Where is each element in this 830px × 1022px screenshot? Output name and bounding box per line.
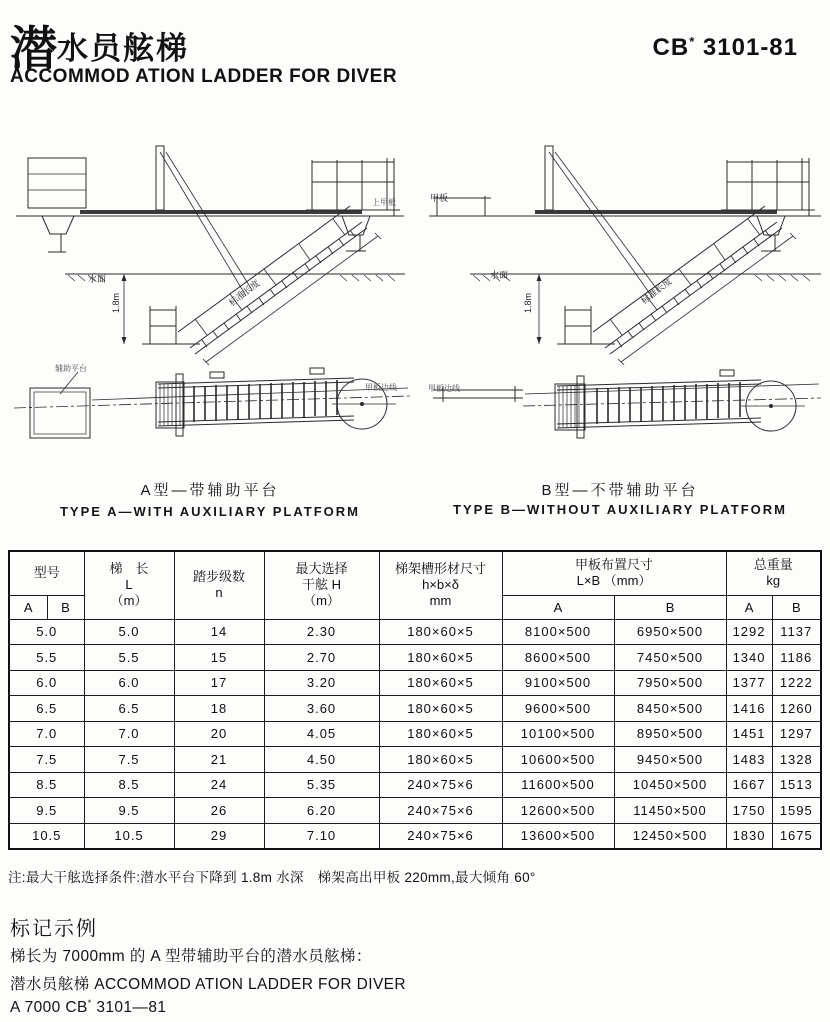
table-cell: 1222 xyxy=(772,670,821,696)
type-b-plan-view-drawing xyxy=(425,360,825,452)
table-cell: 7.5 xyxy=(9,747,84,773)
table-cell: 10.5 xyxy=(84,823,174,849)
table-cell: 180×60×5 xyxy=(379,670,502,696)
table-cell: 6950×500 xyxy=(614,619,726,645)
table-cell: 6.5 xyxy=(9,696,84,722)
table-cell: 5.5 xyxy=(9,645,84,671)
table-row xyxy=(9,798,821,824)
table-row xyxy=(9,696,821,722)
table-cell: 7450×500 xyxy=(614,645,726,671)
table-cell: 180×60×5 xyxy=(379,696,502,722)
table-cell: 12600×500 xyxy=(502,798,614,824)
table-cell: 1595 xyxy=(772,798,821,824)
table-cell: 1675 xyxy=(772,823,821,849)
table-cell: 6.0 xyxy=(84,670,174,696)
table-cell: 1830 xyxy=(726,823,772,849)
col-header-weight-b: B xyxy=(772,595,821,619)
col-header-weight: 总重量 kg xyxy=(726,551,821,595)
label-standard-length-b: 标准长度 xyxy=(639,275,674,306)
table-cell: 1750 xyxy=(726,798,772,824)
col-header-deck-b: B xyxy=(614,595,726,619)
table-cell: 5.5 xyxy=(84,645,174,671)
marking-line-1: 梯长为 7000mm 的 A 型带辅助平台的潜水员舷梯： xyxy=(10,948,372,965)
table-cell: 10100×500 xyxy=(502,721,614,747)
table-cell: 240×75×6 xyxy=(379,772,502,798)
standard-code-prefix: CB xyxy=(652,34,690,61)
table-cell: 6.20 xyxy=(264,798,379,824)
col-header-model-b: B xyxy=(47,595,84,619)
type-a-side-view-drawing xyxy=(10,138,410,370)
table-cell: 12450×500 xyxy=(614,823,726,849)
table-cell: 1513 xyxy=(772,772,821,798)
col-header-deck: 甲板布置尺寸 L×B （mm） xyxy=(502,551,726,595)
table-cell: 1260 xyxy=(772,696,821,722)
label-water-surface-a: 水面 xyxy=(88,274,107,284)
table-cell: 8600×500 xyxy=(502,645,614,671)
table-cell: 7950×500 xyxy=(614,670,726,696)
table-cell: 3.20 xyxy=(264,670,379,696)
table-cell: 5.0 xyxy=(9,619,84,645)
table-cell: 7.0 xyxy=(84,721,174,747)
caption-type-b-en: TYPE B—WITHOUT AUXILIARY PLATFORM xyxy=(453,502,787,517)
table-cell: 8.5 xyxy=(84,772,174,798)
type-b-side-view-drawing xyxy=(425,138,825,370)
label-depth-a: 1.8m xyxy=(111,292,122,314)
table-cell: 1328 xyxy=(772,747,821,773)
caption-type-a-en: TYPE A—WITH AUXILIARY PLATFORM xyxy=(59,504,360,519)
table-cell: 1292 xyxy=(726,619,772,645)
label-water-surface-b: 水面 xyxy=(490,270,509,280)
table-cell: 13600×500 xyxy=(502,823,614,849)
table-cell: 18 xyxy=(174,696,264,722)
figure-type-b-side-view xyxy=(425,138,825,370)
table-cell: 1297 xyxy=(772,721,821,747)
table-cell: 1451 xyxy=(726,721,772,747)
table-cell: 15 xyxy=(174,645,264,671)
table-cell: 240×75×6 xyxy=(379,798,502,824)
table-cell: 4.05 xyxy=(264,721,379,747)
marking-line-3-number: 3101—81 xyxy=(96,999,167,1016)
table-cell: 180×60×5 xyxy=(379,721,502,747)
table-cell: 21 xyxy=(174,747,264,773)
marking-example-heading: 标记示例 xyxy=(10,918,98,940)
table-row xyxy=(9,772,821,798)
table-cell: 11450×500 xyxy=(614,798,726,824)
col-header-length: 梯 长 L （m） xyxy=(84,551,174,619)
table-cell: 24 xyxy=(174,772,264,798)
table-cell: 8.5 xyxy=(9,772,84,798)
page-title-rest: 水员舷梯 xyxy=(57,31,189,66)
caption-type-b-zh: B型—不带辅助平台 xyxy=(541,482,699,499)
label-upper-deck: 上甲板 xyxy=(372,198,396,207)
table-cell: 11600×500 xyxy=(502,772,614,798)
caption-type-a-zh: A型—带辅助平台 xyxy=(140,482,280,499)
standard-code-star: * xyxy=(689,34,696,49)
table-cell: 8450×500 xyxy=(614,696,726,722)
label-deck-edge-a: 甲板边线 xyxy=(365,383,397,392)
table-cell: 1667 xyxy=(726,772,772,798)
label-deck-b: 甲板 xyxy=(430,193,449,203)
table-cell: 180×60×5 xyxy=(379,619,502,645)
page-subtitle: ACCOMMOD ATION LADDER FOR DIVER xyxy=(10,66,398,87)
marking-line-3-prefix: A 7000 CB xyxy=(10,999,88,1016)
spec-table xyxy=(8,550,822,850)
table-cell: 240×75×6 xyxy=(379,823,502,849)
table-row xyxy=(9,823,821,849)
table-cell: 1416 xyxy=(726,696,772,722)
standard-code-number: 3101-81 xyxy=(702,34,798,61)
col-header-freeboard: 最大选择 干舷 H （m） xyxy=(264,551,379,619)
table-cell: 10600×500 xyxy=(502,747,614,773)
col-header-weight-a: A xyxy=(726,595,772,619)
table-cell: 4.50 xyxy=(264,747,379,773)
table-cell: 2.70 xyxy=(264,645,379,671)
table-cell: 7.10 xyxy=(264,823,379,849)
table-cell: 5.0 xyxy=(84,619,174,645)
marking-line-2: 潜水员舷梯 ACCOMMOD ATION LADDER FOR DIVER xyxy=(10,976,407,993)
page-title-lead-char: 潜 xyxy=(10,22,57,75)
table-row xyxy=(9,721,821,747)
col-header-deck-a: A xyxy=(502,595,614,619)
table-cell: 1186 xyxy=(772,645,821,671)
table-cell: 9100×500 xyxy=(502,670,614,696)
table-cell: 29 xyxy=(174,823,264,849)
note-text: 注:最大干舷选择条件:潜水平台下降到 1.8m 水深 梯架高出甲板 220mm,最大倾角 60° xyxy=(8,870,536,885)
table-cell: 8950×500 xyxy=(614,721,726,747)
table-row xyxy=(9,619,821,645)
figure-type-b-plan-view xyxy=(425,360,825,452)
label-deck-edge-b: 甲板边线 xyxy=(428,384,460,393)
label-auxiliary-platform: 辅助平台 xyxy=(55,364,87,373)
table-cell: 6.5 xyxy=(84,696,174,722)
table-cell: 1137 xyxy=(772,619,821,645)
marking-line-3 xyxy=(10,998,166,1017)
table-row xyxy=(9,747,821,773)
table-row xyxy=(9,670,821,696)
table-cell: 10.5 xyxy=(9,823,84,849)
table-body xyxy=(9,619,821,849)
table-cell: 26 xyxy=(174,798,264,824)
table-cell: 2.30 xyxy=(264,619,379,645)
table-cell: 14 xyxy=(174,619,264,645)
table-cell: 9.5 xyxy=(84,798,174,824)
col-header-channel: 梯架槽形材尺寸 h×b×δ mm xyxy=(379,551,502,619)
label-depth-b: 1.8m xyxy=(523,292,534,314)
table-cell: 10450×500 xyxy=(614,772,726,798)
table-cell: 3.60 xyxy=(264,696,379,722)
table-cell: 17 xyxy=(174,670,264,696)
table-cell: 9.5 xyxy=(9,798,84,824)
table-row xyxy=(9,645,821,671)
table-cell: 7.5 xyxy=(84,747,174,773)
standard-code xyxy=(653,34,798,62)
table-cell: 20 xyxy=(174,721,264,747)
figure-type-a-side-view xyxy=(10,138,410,370)
table-cell: 6.0 xyxy=(9,670,84,696)
col-header-model: 型号 xyxy=(9,551,84,595)
table-cell: 1340 xyxy=(726,645,772,671)
table-cell: 180×60×5 xyxy=(379,645,502,671)
label-standard-length-a: 标准长度 xyxy=(227,277,262,308)
table-cell: 7.0 xyxy=(9,721,84,747)
table-cell: 1377 xyxy=(726,670,772,696)
table-cell: 5.35 xyxy=(264,772,379,798)
table-cell: 180×60×5 xyxy=(379,747,502,773)
table-cell: 8100×500 xyxy=(502,619,614,645)
col-header-steps: 踏步级数 n xyxy=(174,551,264,619)
table-cell: 9600×500 xyxy=(502,696,614,722)
table-cell: 1483 xyxy=(726,747,772,773)
col-header-model-a: A xyxy=(9,595,47,619)
marking-line-3-star: * xyxy=(87,998,92,1008)
table-cell: 9450×500 xyxy=(614,747,726,773)
